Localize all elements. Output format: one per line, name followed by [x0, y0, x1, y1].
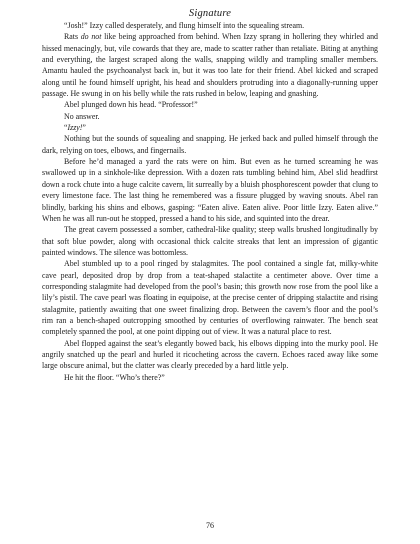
paragraph: “Josh!” Izzy called desperately, and flung himself into the squealing stream. [64, 21, 305, 30]
running-head: Signature [188, 8, 232, 19]
paragraph: Before he’d managed a yard the rats were on him. But even as he turned screaming he was swallowed up in a sinkhole-like depression. With a dozen rats tumbling behind him, Abel slid headfirst down a rock chute into a huge calcite cavern, lit surreally by a bluish phosphorescent powder that clung to every limestone face. The last thing he remembered was a fissure plugged by waving snouts. Abel ran blindly, barking his shins and elbows, gasping: “Eaten alive. Eaten alive. Poor little Izzy. Eaten alive.” When he was all run-out he stopped, pressed a hand to his side, and squinted into the drear. [42, 157, 378, 223]
paragraph: Abel stumbled up to a pool ringed by stalagmites. The pool contained a single fat, milky-white cave pearl, deposited drop by drop from a teat-shaped stalactite a centimeter above. Over time a corresponding stalagmite had developed from the pool’s basin; this growth now rose from the pool like a lily’s pistil. The cave pearl was floating in equipoise, at the precise center of dripping stalactite and rising stalagmite, patiently awaiting that one sweet finalizing drop. Between the cavern’s floor and the pool’s rim ran a bench-shaped outcropping smoothed by centuries of overflowing rainwater. The bench seat completely spanned the pool, at one point dipping out of view. It was a natural place to rest. [42, 259, 378, 337]
paragraph: “Izzy!” [64, 123, 86, 133]
page-number: 76 [206, 521, 214, 530]
paragraph: No answer. [64, 111, 100, 121]
paragraph: Nothing but the sounds of squealing and snapping. He jerked back and pulled himself through the dark, relying on toes, elbows, and fingernails. [42, 134, 378, 155]
paragraph: Abel plunged down his head. “Professor!” [64, 100, 198, 110]
paragraph: Abel flopped against the seat’s elegantly bowed back, his elbows dipping into the murky pool. He angrily snatched up the pearl and hurled it ricocheting across the cavern. Echoes raced away like some large obscure animal, but the clatter was clearly preceded by a hard little yelp. [42, 338, 378, 371]
paragraph: The great cavern possessed a somber, cathedral-like quality; steep walls brushed longitudinally by that soft blue powder, along with occasional thick calcite streaks that lent an impression of gigantic painted windows. The silence was bottomless. [42, 225, 378, 257]
paragraph: He hit the floor. “Who’s there?” [64, 372, 165, 382]
paragraph: Rats do not like being approached from behind. When Izzy sprang in hollering they whirled and hissed menacingly, but, vile cowards that they are, made to scatter rather than retaliate. Biting at anything and everything, the largest scraped along the walls, snapping wildly and trampling smaller members. Amantu hauled the psychoanalyst back in, but it was too late for their friend. Abel kicked and scraped along until he found himself upright, his head and shoulders protruding into a diagonally-running upper passage. He swung in on his belly while the rats rushed in below, leaping and gnashing. [42, 32, 378, 99]
body-text [42, 20, 378, 383]
